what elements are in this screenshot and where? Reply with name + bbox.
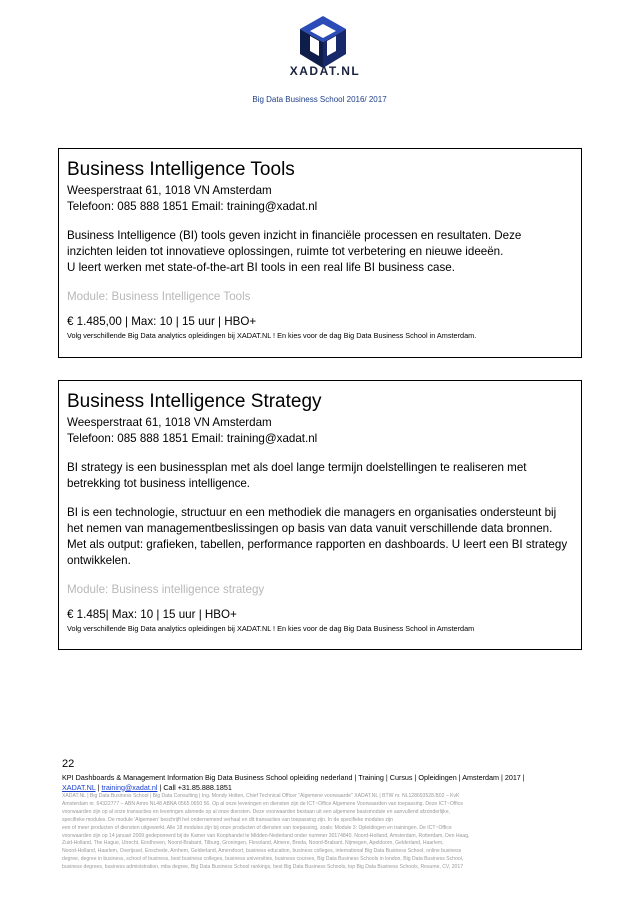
course-description-line: betrekking tot business intelligence.	[67, 477, 251, 490]
fine-print-line: business degrees, business administration, mba degree, Big Data Business School rankings, best Big Data Business Schools, top Big Data Business Schools, Resume, CV, 2017	[62, 864, 464, 871]
course-contact: Telefoon: 085 888 1851 Email: training@xadat.nl	[67, 432, 318, 445]
course-description-line: inzichten leiden tot innovatieve oplossingen, ruimte tot verbetering en nieuwe ideeën.	[67, 245, 504, 258]
course-price: € 1.485| Max: 10 | 15 uur | HBO+	[67, 608, 237, 621]
fine-print-line: Amsterdam nr. 64322777 – ABN Amro NL48 ABNA 0565 0650 56. Op al onze leveringen en diensten zijn de ICT~Office Algemene Voorwaarden van toepassing. Deze ICT~Office	[62, 800, 464, 807]
course-card-bi-strategy	[58, 380, 582, 650]
footer-separator: |	[95, 782, 102, 792]
fine-print-line: Noord-Holland, Haarlem, Overijssel, Enschede, Arnhem, Gelderland, Amersfoort, business education, business colleges, international Big Data Business School, online business	[62, 848, 462, 855]
course-module: Module: Business Intelligence Tools	[67, 290, 251, 303]
course-description-line: BI is een technologie, structuur en een methodiek die managers en organisaties ondersteunt bij	[67, 506, 557, 519]
course-price: € 1.485,00 | Max: 10 | 15 uur | HBO+	[67, 315, 257, 328]
fine-print-line: specifieke modules. De module 'Algemeen' beschrijft het ondernemend verhaal en dit transacties van toepassing zijn. In de specifieke modules zijn	[62, 816, 393, 823]
course-note: Volg verschillende Big Data analytics opleidingen bij XADAT.NL ! En kies voor de dag Big Data Business School in Amsterdam.	[67, 331, 477, 340]
course-description-line: Met als output: grafieken, tabellen, performance rapporten en dashboards. U leert een BI strategy	[67, 538, 568, 551]
fine-print-line: voorwaarden zijn op al onze transacties en leveringen alsmede op al onze diensten. Deze voorwaarden bestaan uit een algemene basismodule en aanvullend afzonderlijke,	[62, 808, 450, 815]
email-link[interactable]: training@xadat.nl	[101, 782, 158, 792]
course-title: Business Intelligence Tools	[67, 159, 295, 180]
fine-print-line: voorwaarden zijn op 14 januari 2009 gedeponeerd bij de Kamer van Koophandel te Midden-Nederland onder nummer 30174840. Noord-Holland, Amsterdam, Rotterdam, Den Haag,	[62, 832, 470, 839]
footer-kpi-line: KPI Dashboards & Management Information Big Data Business School opleiding nederland | Training | Cursus | Opleidingen | Amsterdam | 2017 |	[62, 773, 525, 782]
course-description-line: ontwikkelen.	[67, 554, 131, 567]
fine-print-line: XADAT.NL | Big Data Business School | Big Data Consulting | Ing. Mondy Holten, Chief Technical Officer "Algemene voorwaarde" XADAT.NL | BTW nr. NL128693528.B02 – KvK	[62, 793, 460, 799]
course-contact: Telefoon: 085 888 1851 Email: training@xadat.nl	[67, 200, 318, 213]
footer-contact-line	[62, 783, 580, 793]
course-note: Volg verschillende Big Data analytics opleidingen bij XADAT.NL ! En kies voor de dag Big Data Business School in Amsterdam	[67, 624, 475, 633]
brand-name: XADAT.NL	[289, 64, 361, 78]
page-number: 22	[62, 758, 75, 770]
xadat-logo-icon	[292, 10, 354, 72]
course-description-line: het nemen van managementbeslissingen op basis van data vanuit verschillende data bronnen.	[67, 522, 553, 535]
course-description-line: BI strategy is een businessplan met als doel lange termijn doelstellingen te realiseren met	[67, 461, 527, 474]
course-address: Weesperstraat 61, 1018 VN Amsterdam	[67, 416, 272, 429]
fine-print-line: degree, degree in business, school of business, best business colleges, business universities, business courses, Big Data Business Schools in london, Big Data Business School,	[62, 856, 464, 863]
website-link[interactable]: XADAT.NL	[62, 782, 96, 792]
course-module: Module: Business intelligence strategy	[67, 583, 265, 596]
fine-print-line: een of meer producten of diensten uitgewerkt. Alle 18 modules zijn bij onze producten of diensten van toepassing, zoals: Module 3: Opleidingen en trainingen. De ICT~Office	[62, 824, 452, 831]
course-card-bi-tools	[58, 148, 582, 358]
footer-phone: | Call +31.85.888.1851	[157, 782, 232, 792]
course-description-line: U leert werken met state-of-the-art BI tools in een real life BI business case.	[67, 261, 455, 274]
fine-print-line: Zuid-Holland, The Hague, Utrecht, Eindhoven, Noord-Brabant, Tilburg, Groningen, Flevoland, Almere, Breda, Noord-Brabant, Nijmegen, Apeldoorn, Gelderland, Haarlem,	[62, 840, 444, 847]
footer-fine-print	[62, 793, 580, 872]
course-title: Business Intelligence Strategy	[67, 391, 322, 412]
course-address: Weesperstraat 61, 1018 VN Amsterdam	[67, 184, 272, 197]
footer-keywords	[62, 773, 580, 792]
page-subtitle: Big Data Business School 2016/ 2017	[252, 95, 387, 104]
course-description-line: Business Intelligence (BI) tools geven inzicht in financiële processen en resultaten. Deze	[67, 229, 522, 242]
